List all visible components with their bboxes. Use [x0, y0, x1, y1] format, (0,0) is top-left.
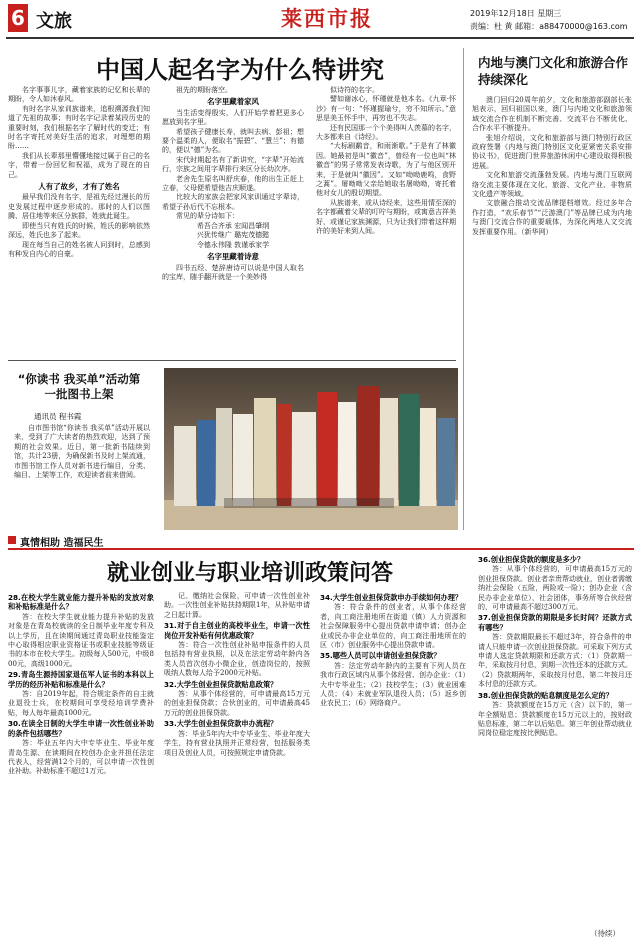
paragraph: 当生活变得殷实，人们开始学着把更多心愿放到名字里。 — [162, 108, 304, 127]
paragraph: 答：符合条件的创业者，从事个体经营者，向工商注册地所在街道（镇）人力资源和社会保障服务中心提出贷款申请申请；创办企业或民办非企业单位的，向工商注册地所在的区（市）创业服务中心提出贷款申请。 — [320, 603, 466, 650]
article2-title: 就业创业与职业培训政策问答 — [106, 561, 393, 586]
paragraph: 似诗符的名字。 — [330, 86, 379, 94]
activity-byline: 通讯员 程书霞 — [34, 412, 82, 421]
article2-column-3 — [320, 592, 466, 942]
editor-info: 责编：杜 黄 邮箱：a88470000@163.com — [470, 22, 628, 31]
continued-label: （待续） — [590, 929, 620, 938]
page-number: 6 — [8, 4, 28, 32]
paragraph: 名字事事儿字，藏着家族的记忆和长辈的期盼，令人如沐春风。 — [8, 86, 150, 104]
article1-column-3 — [316, 86, 456, 356]
paragraph: 答：毕业五年内大中专毕业生、毕业年度青岛生源、在读期间在校创办企业并担任法定代表人，经营满12个月的，可以申请一次性创业补助。补助标准不超过1万元。 — [8, 739, 154, 776]
paragraph: 现在每当自己的姓名被人问到时，总感到有种发自内心的自豪。 — [8, 240, 150, 258]
question-heading: 37.创业担保贷款的期限是多长时间？还款方式有哪些？ — [478, 613, 632, 632]
question-heading: 33.大学生创业担保贷款申办流程？ — [164, 719, 278, 729]
paragraph: 四书五经、楚辞唐诗可以说是中国人取名的宝库，随手翻开就是一个美妙得 — [162, 263, 304, 282]
page-header — [0, 0, 640, 42]
poem-line: 希吾合齐承 宏闻昌肇纲 — [196, 221, 270, 230]
paragraph: 老舍先生原名叫舒庆春，他的出生正赶上立春，父母便希望他吉庆顺遂。 — [162, 174, 304, 193]
article2-column-1 — [8, 592, 154, 942]
subheading: 名字里藏着家风 — [207, 97, 259, 107]
sidebar-paragraph: 文旅融合推动交流品牌提档增效。经过多年合作打造，“欢乐春节”“泛游澳门”等品牌已成为内地与澳门交流合作的重要载体，为深化两地人文交流发挥重要作用。（新华网） — [472, 199, 632, 236]
sidebar-paragraph: 张旭介绍说，文化和旅游部与澳门特别行政区政府签署《内地与澳门特别区文化更紧密关系安排协议书》，促进澳门世界旅游休闲中心建设取得积极进展。 — [472, 133, 632, 170]
question-heading: 34.大学生创业担保贷款申办手续如何办理？ — [320, 593, 463, 602]
paragraph: 答：符合一次性创业补贴申报条件的人员包括持有营业执照，以及在法定劳动年龄内各类人员首次创办小微企业，创造岗位的，按照吸纳人数每人给予2000元补贴。 — [164, 641, 310, 678]
paragraph: 祖先的期盼落空。 — [176, 86, 232, 94]
sidebar-paragraph: 澳门回归20周年前夕，文化和旅游部副部长张旭表示，回归祖国以来，澳门与内地文化和旅游领域交流合作在机制不断完善、交流平台不断优化、合作水平不断提升。 — [472, 96, 632, 133]
paragraph: 譬如谢冰心，怀瑾就是他本名。《九章·怀沙》有一句：“怀瑾握瑜兮，穷不知所示。”意思是美玉怀手中，再穷也不失志。 — [316, 95, 456, 123]
question-heading: 28.在校大学生就业能力提升补贴的发放对象和补贴标准是什么？ — [8, 593, 154, 612]
paragraph: 比较大的家族会把家风家训通过字辈诗，希望子孙后代不忘根本。 — [162, 193, 304, 211]
activity-title: “你读书 我买单”活动第一批图书上架 — [17, 372, 141, 401]
subheading: 名字里藏着诗意 — [207, 252, 259, 262]
paragraph: 记、缴纳社会保险，可申请一次性创业补助。一次性创业补贴扶持期限1年，从补贴申请之日起计算。 — [164, 592, 310, 619]
paragraph: 答：自2019年起，符合规定条件的自主就业退役士兵，在校期间可享受经培训学费补贴，每人每年最高1000元。 — [8, 690, 154, 717]
question-heading: 35.哪些人员可以申请创业担保贷款？ — [320, 651, 441, 661]
paragraph: 有时名字从家训族谱来，追根溯源我们知道了先祖的故事；有时名字记录着某段历史的重要时刻，我们根据名字了解时代的变迁；有时名字寄托对美好生活的追求，对理想的期盼…… — [8, 104, 150, 151]
paragraph: 从族谱来，或从诗经来，这些用情至深的名字都藏着父辈的叮咛与期盼，或寓意吉祥美好，或谨记家族渊源，只为让我们带着这样期许的美好来到人间。 — [316, 198, 456, 236]
paragraph: 常见的辈分诗如下： — [176, 212, 239, 221]
books-illustration — [164, 368, 458, 530]
paragraph: 答：从事个体经营的，可申请最高15万元的创业担保贷款。创业者亲贵帮动就业，创业者需缴纳社会保险（五险，两险或一险）；创办企业（含民办非企业单位），社会团体，事务所等合伙经营的，可申请最高不超过300万元。 — [478, 565, 632, 612]
article1-divider — [463, 48, 464, 530]
article1-column-1 — [8, 86, 150, 356]
header-rule — [6, 37, 634, 39]
banner-label: 真情相助 造福民生 — [20, 538, 104, 549]
paragraph: 答：在校大学生就业能力提升补贴的发放对象是在青岛校就读的全日制毕业年度专科及以上学历，且在读期间通过青岛职业技能鉴定中心取得相应职业资格证书或职业技能等级证书的本市在校大学生。初级每人500元，中级800元，高级1000元。 — [8, 612, 154, 668]
question-heading: 31.对于自主创业的高校毕业生，申请一次性岗位开发补贴有何优惠政策？ — [164, 621, 310, 640]
paragraph: 答：从事个体经营的，可申请最高15万元的创业担保贷款；合伙创业的，可申请最高45万元的创业担保贷款。 — [164, 690, 310, 717]
question-heading: 29.青岛生源持国家退伍军人证书的本科以上学历的经历补贴和标准是什么？ — [8, 670, 154, 689]
paragraph: 我们从长辈那里懵懂地接过属于自己的名字，带着一份回忆和祝福，成为了现在的自己。 — [8, 151, 150, 179]
paragraph: 答：毕业5年内大中专毕业生、毕业年度大学生，持有营业执照并正常经营，包括服务类项目及创业人员，可按照规定申请贷款。 — [164, 729, 310, 757]
issue-date: 2019年12月18日 星期三 — [470, 9, 562, 18]
books-photo — [164, 368, 458, 530]
article2-column-2 — [164, 592, 310, 942]
article1-column-2 — [162, 86, 304, 356]
question-heading: 32.大学生创业担保贷款贴息政策？ — [164, 679, 278, 689]
sidebar-title: 内地与澳门文化和旅游合作持续深化 — [478, 55, 629, 87]
activity-body: 自市图书馆“你读书 我买单”活动开展以来，受到了广大读者的热烈欢迎，达到了预期的社会效果。近日，第一批新书陆续到馆，共计23册，为确保新书及时上架流通，市图书馆工作人员对新书进行编目，分类、编目、上架等工作，欢迎读者前来借阅。 — [14, 424, 150, 480]
paragraph: 答：贷款期限最长不超过3年，符合条件的申请人只能申请一次创业担保贷款。可采取下列方式申请人选定贷款期限和还款方式：（1）贷款期一年，采取按月付息，到期一次性还本的还款方式。（2）贷款期两年，采取按月付息，第二年按月还本付息的还款方式。 — [478, 633, 632, 689]
poem-line: 兴犹传继广 璐宪茂德懿 — [196, 231, 270, 240]
question-heading: 30.在读全日制的大学生申请一次性创业补助的条件包括哪些？ — [8, 719, 154, 738]
subheading: 人有了故乡，才有了姓名 — [38, 182, 120, 192]
paragraph: 还有民国那一个个美得叫人羡慕的名字，大多都来自《诗经》。 — [316, 123, 456, 142]
section-name: 文旅 — [36, 11, 72, 32]
poem-line: 令德永伟隆 敦谨承家学 — [196, 240, 270, 249]
activity-top-rule — [8, 360, 456, 361]
banner-square-icon — [8, 536, 16, 544]
paragraph: 即使当只有姓氏的时候，姓氏的影响依然深远，姓氏也多了起来。 — [8, 221, 150, 240]
paragraph: 宋代时期起名有了新讲究，“字辈”开始流行，宗族之间用字辈排行来区分长幼次序。 — [162, 155, 304, 174]
paragraph: “大标刷鹬音，和雨渐歌。”于是有了林徽因。她最初是叫“徽音”，曾经有一位也叫“林徽音”的男子常常发表诗歌，为了与他区别开来，于是就叫“徽因”。又如“呦呦鹿鸣，食野之蒿”。屠呦呦父亲给她取名屠呦呦，寄托着他对女儿的殷切期望。 — [316, 142, 456, 198]
question-heading: 36.创业担保贷款的额度是多少？ — [478, 555, 585, 564]
paragraph: 希望孩子健康长寿，就叫去病、彭祖；想要个温柔的人，便取名“振碧”、“慧兰”；有德的，便以“德”为名。 — [162, 127, 304, 155]
paragraph: 答：贷款额度在15万元（含）以下的，第一年全额贴息；贷款额度在15万元以上的，按财政贴息标准，第二年以后贴息。第三年创业帮动就业同岗位稳定度按比例贴息。 — [478, 701, 632, 738]
paragraph: 答：法定劳动年龄内的主要有下列人员在我市行政区域内从事个体经营、创办企业：（1）大中专毕业生；（2）技校学生；（3）就业困难人员；（4）未就业军队退役人员；（5）返乡创业农民工；（6）网络商户。 — [320, 661, 466, 708]
article2-column-4 — [478, 554, 632, 924]
article1-title: 中国人起名字为什么特讲究 — [96, 56, 384, 84]
sidebar-body — [472, 96, 632, 528]
sidebar-paragraph: 文化和旅游交流蓬勃发展。内地与澳门互联网络交流主要体现在文化、旅游、文化产业、非物质文化遗产等领域。 — [472, 171, 632, 199]
paragraph: 最早我们没有名字，是祖先经过漫长的历史发展过程中逐步形成的。那时的人们以图腾、居住地等来区分族群，姓就此诞生。 — [8, 193, 150, 221]
question-heading: 38.创业担保贷款的贴息额度是怎么定的？ — [478, 690, 613, 700]
masthead: 莱西市报 — [281, 6, 373, 31]
section-banner — [8, 534, 634, 550]
